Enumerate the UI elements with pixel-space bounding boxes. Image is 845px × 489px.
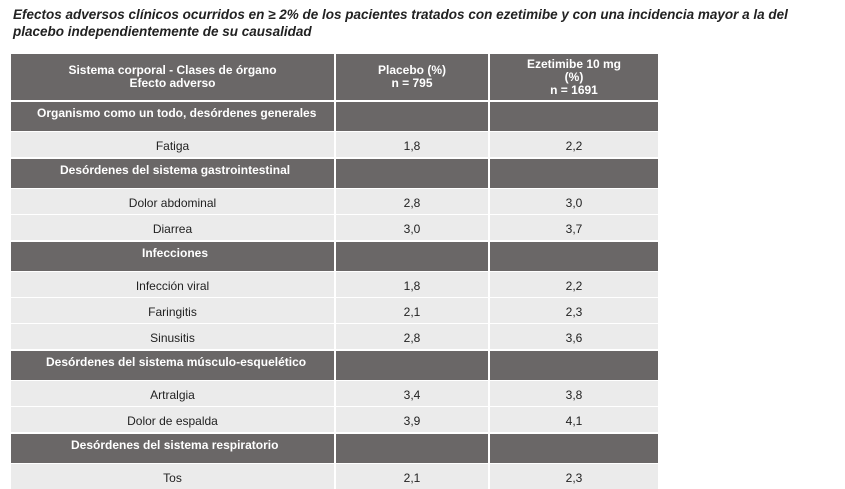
placebo-value: 2,1: [336, 463, 490, 489]
group-placebo-empty: [336, 349, 490, 380]
group-name: Desórdenes del sistema respiratorio: [11, 432, 336, 463]
group-name: Infecciones: [11, 240, 336, 271]
placebo-value: 3,0: [336, 214, 490, 240]
group-name: Desórdenes del sistema músculo-esquelético: [11, 349, 336, 380]
placebo-value: 1,8: [336, 271, 490, 297]
ezetimibe-value: 2,3: [490, 297, 658, 323]
ezetimibe-value: 2,2: [490, 131, 658, 157]
ezetimibe-value: 3,0: [490, 188, 658, 214]
effect-name: Dolor de espalda: [11, 406, 336, 432]
group-placebo-empty: [336, 240, 490, 271]
ezetimibe-value: 3,6: [490, 323, 658, 349]
header-ezetimibe-line3: n = 1691: [550, 82, 598, 97]
header-organ-system: [11, 54, 336, 100]
header-placebo-line2: n = 795: [391, 76, 433, 90]
table-row: [11, 214, 658, 240]
ezetimibe-value: 3,7: [490, 214, 658, 240]
header-organ-system-line1: Sistema corporal - Clases de órgano: [68, 63, 277, 77]
placebo-value: 3,4: [336, 380, 490, 406]
table-row: [11, 297, 658, 323]
header-placebo: [336, 54, 490, 100]
placebo-value: 2,8: [336, 323, 490, 349]
table-row: [11, 188, 658, 214]
ezetimibe-value: 4,1: [490, 406, 658, 432]
table-row: [11, 131, 658, 157]
ezetimibe-value: 2,2: [490, 271, 658, 297]
effect-name: Dolor abdominal: [11, 188, 336, 214]
ezetimibe-value: 2,3: [490, 463, 658, 489]
group-row: [11, 240, 658, 271]
group-ezetimibe-empty: [490, 100, 658, 131]
placebo-value: 2,8: [336, 188, 490, 214]
group-placebo-empty: [336, 157, 490, 188]
header-organ-system-line2: Efecto adverso: [129, 76, 216, 90]
group-row: [11, 157, 658, 188]
group-ezetimibe-empty: [490, 157, 658, 188]
effect-name: Artralgia: [11, 380, 336, 406]
table-row: [11, 271, 658, 297]
header-ezetimibe-line2: (%): [564, 69, 584, 84]
placebo-value: 1,8: [336, 131, 490, 157]
table-row: [11, 406, 658, 432]
header-ezetimibe: [490, 54, 658, 100]
ezetimibe-value: 3,8: [490, 380, 658, 406]
effect-name: Diarrea: [11, 214, 336, 240]
group-ezetimibe-empty: [490, 349, 658, 380]
effect-name: Faringitis: [11, 297, 336, 323]
group-row: [11, 349, 658, 380]
table-caption: Efectos adversos clínicos ocurridos en ≥ 2% de los pacientes tratados con ezetimibe y con una incidencia mayor a la del placebo independientemente de su causalidad: [13, 7, 788, 39]
group-ezetimibe-empty: [490, 240, 658, 271]
adverse-effects-table: [11, 54, 658, 489]
table-header-row: [11, 54, 658, 100]
placebo-value: 3,9: [336, 406, 490, 432]
effect-name: Infección viral: [11, 271, 336, 297]
table-row: [11, 380, 658, 406]
group-row: [11, 100, 658, 131]
group-placebo-empty: [336, 100, 490, 131]
header-ezetimibe-line1: Ezetimibe 10 mg: [526, 56, 622, 71]
header-placebo-line1: Placebo (%): [377, 63, 446, 77]
effect-name: Fatiga: [11, 131, 336, 157]
table-row: [11, 323, 658, 349]
effect-name: Sinusitis: [11, 323, 336, 349]
group-name: Organismo como un todo, desórdenes generales: [11, 100, 336, 131]
placebo-value: 2,1: [336, 297, 490, 323]
group-name: Desórdenes del sistema gastrointestinal: [11, 157, 336, 188]
effect-name: Tos: [11, 463, 336, 489]
table-row: [11, 463, 658, 489]
